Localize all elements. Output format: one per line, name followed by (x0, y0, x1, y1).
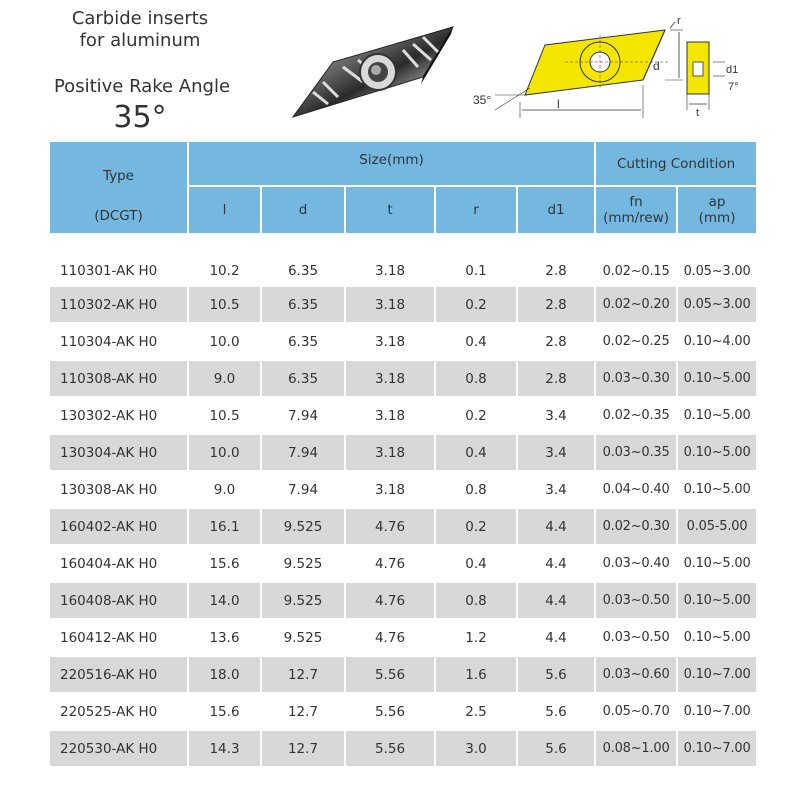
cell-type: 220530-AK H0 (50, 731, 189, 768)
cell-d1: 3.4 (518, 435, 596, 472)
cell-t: 4.76 (346, 546, 436, 583)
cell-d1: 3.4 (518, 472, 596, 509)
label-l: l (557, 97, 560, 111)
cell-t: 5.56 (346, 731, 436, 768)
cell-d1: 5.6 (518, 657, 596, 694)
cell-d: 9.525 (262, 546, 346, 583)
insert-diagram (465, 10, 765, 120)
cell-ap: 0.10~5.00 (678, 546, 758, 583)
label-35deg: 35° (473, 93, 492, 107)
cell-l: 14.3 (189, 731, 262, 768)
label-d1: d1 (726, 64, 739, 76)
cell-r: 1.2 (436, 620, 518, 657)
cell-ap: 0.10~5.00 (678, 361, 758, 398)
cell-d1: 5.6 (518, 731, 596, 768)
table-row (50, 435, 758, 472)
table-row (50, 324, 758, 361)
title-line-2: for aluminum (79, 30, 201, 51)
cell-fn: 0.02~0.20 (596, 287, 678, 324)
label-d: d (653, 59, 660, 73)
cell-type: 130302-AK H0 (50, 398, 189, 435)
rake-angle-value: 35° (113, 100, 167, 135)
cell-r: 0.4 (436, 435, 518, 472)
cell-ap: 0.10~5.00 (678, 583, 758, 620)
cell-d: 6.35 (262, 361, 346, 398)
cell-r: 0.2 (436, 398, 518, 435)
cell-t: 4.76 (346, 620, 436, 657)
cell-fn: 0.04~0.40 (596, 472, 678, 509)
cell-l: 10.0 (189, 324, 262, 361)
cell-d1: 4.4 (518, 583, 596, 620)
table-row (50, 509, 758, 546)
cell-r: 0.8 (436, 472, 518, 509)
cell-fn: 0.02~0.30 (596, 509, 678, 546)
cell-d: 6.35 (262, 324, 346, 361)
cell-d: 9.525 (262, 583, 346, 620)
cell-fn: 0.03~0.40 (596, 546, 678, 583)
cell-t: 3.18 (346, 324, 436, 361)
cell-type: 110301-AK H0 (50, 235, 189, 287)
cell-t: 4.76 (346, 509, 436, 546)
cell-r: 0.1 (436, 235, 518, 287)
specs-table (50, 142, 758, 768)
cell-type: 130304-AK H0 (50, 435, 189, 472)
cell-d: 12.7 (262, 657, 346, 694)
table-row (50, 731, 758, 768)
cell-type: 110302-AK H0 (50, 287, 189, 324)
table-row (50, 398, 758, 435)
cell-l: 10.5 (189, 398, 262, 435)
cell-d: 7.94 (262, 435, 346, 472)
cell-d1: 4.4 (518, 620, 596, 657)
cell-l: 10.2 (189, 235, 262, 287)
cell-fn: 0.02~0.35 (596, 398, 678, 435)
table-row (50, 472, 758, 509)
cell-fn: 0.02~0.15 (596, 235, 678, 287)
col-header-fn: fn (mm/rew) (596, 187, 678, 235)
cell-d1: 2.8 (518, 324, 596, 361)
title (40, 8, 240, 52)
col-header-r: r (436, 187, 518, 235)
label-7deg: 7° (728, 81, 739, 93)
cell-r: 0.2 (436, 287, 518, 324)
cell-fn: 0.08~1.00 (596, 731, 678, 768)
cell-l: 13.6 (189, 620, 262, 657)
cell-d1: 2.8 (518, 361, 596, 398)
cell-d1: 4.4 (518, 546, 596, 583)
table-row (50, 583, 758, 620)
rake-angle-label: Positive Rake Angle (53, 76, 231, 97)
col-group-size: Size(mm) (189, 142, 596, 187)
cell-fn: 0.03~0.30 (596, 361, 678, 398)
cell-ap: 0.10~7.00 (678, 731, 758, 768)
cell-l: 16.1 (189, 509, 262, 546)
cell-d: 6.35 (262, 235, 346, 287)
cell-fn: 0.03~0.50 (596, 583, 678, 620)
cell-r: 0.8 (436, 361, 518, 398)
cell-d1: 2.8 (518, 235, 596, 287)
table-row (50, 235, 758, 287)
cell-d1: 4.4 (518, 509, 596, 546)
table-row (50, 694, 758, 731)
col-header-l: l (189, 187, 262, 235)
cell-r: 0.2 (436, 509, 518, 546)
cell-d: 9.525 (262, 620, 346, 657)
cell-ap: 0.05~3.00 (678, 287, 758, 324)
cell-t: 4.76 (346, 583, 436, 620)
cell-r: 0.4 (436, 546, 518, 583)
table-row (50, 546, 758, 583)
cell-r: 0.8 (436, 583, 518, 620)
cell-type: 220525-AK H0 (50, 694, 189, 731)
cell-type: 130308-AK H0 (50, 472, 189, 509)
cell-d1: 3.4 (518, 398, 596, 435)
cell-d: 12.7 (262, 694, 346, 731)
cell-t: 3.18 (346, 235, 436, 287)
cell-t: 3.18 (346, 472, 436, 509)
col-header-t: t (346, 187, 436, 235)
cell-l: 15.6 (189, 546, 262, 583)
cell-fn: 0.03~0.60 (596, 657, 678, 694)
cell-ap: 0.05~3.00 (678, 235, 758, 287)
col-header-d1: d1 (518, 187, 596, 235)
cell-d: 9.525 (262, 509, 346, 546)
cell-type: 160402-AK H0 (50, 509, 189, 546)
insert-photo-image (283, 22, 463, 127)
cell-t: 3.18 (346, 398, 436, 435)
cell-l: 15.6 (189, 694, 262, 731)
table-row (50, 287, 758, 324)
cell-t: 3.18 (346, 361, 436, 398)
cell-r: 2.5 (436, 694, 518, 731)
cell-type: 160404-AK H0 (50, 546, 189, 583)
cell-t: 3.18 (346, 287, 436, 324)
cell-d: 12.7 (262, 731, 346, 768)
cell-ap: 0.10~4.00 (678, 324, 758, 361)
cell-type: 110308-AK H0 (50, 361, 189, 398)
table-row (50, 361, 758, 398)
table-row (50, 620, 758, 657)
cell-d1: 5.6 (518, 694, 596, 731)
cell-ap: 0.10~5.00 (678, 435, 758, 472)
cell-l: 14.0 (189, 583, 262, 620)
cell-l: 9.0 (189, 361, 262, 398)
cell-ap: 0.10~7.00 (678, 694, 758, 731)
cell-ap: 0.10~5.00 (678, 620, 758, 657)
cell-ap: 0.10~7.00 (678, 657, 758, 694)
cell-l: 10.5 (189, 287, 262, 324)
cell-r: 1.6 (436, 657, 518, 694)
cell-d: 6.35 (262, 287, 346, 324)
cell-fn: 0.05~0.70 (596, 694, 678, 731)
cell-d1: 2.8 (518, 287, 596, 324)
col-header-type: Type (DCGT) (50, 142, 189, 235)
cell-t: 5.56 (346, 694, 436, 731)
cell-type: 110304-AK H0 (50, 324, 189, 361)
cell-ap: 0.10~5.00 (678, 472, 758, 509)
cell-l: 10.0 (189, 435, 262, 472)
cell-r: 0.4 (436, 324, 518, 361)
label-r: r (677, 15, 681, 27)
cell-fn: 0.03~0.50 (596, 620, 678, 657)
cell-d: 7.94 (262, 398, 346, 435)
table-row (50, 657, 758, 694)
cell-l: 18.0 (189, 657, 262, 694)
label-t: t (696, 107, 700, 119)
col-header-ap: ap (mm) (678, 187, 758, 235)
cell-fn: 0.02~0.25 (596, 324, 678, 361)
cell-ap: 0.10~5.00 (678, 398, 758, 435)
cell-type: 160412-AK H0 (50, 620, 189, 657)
cell-fn: 0.03~0.35 (596, 435, 678, 472)
cell-type: 160408-AK H0 (50, 583, 189, 620)
col-header-d: d (262, 187, 346, 235)
cell-l: 9.0 (189, 472, 262, 509)
cell-r: 3.0 (436, 731, 518, 768)
cell-t: 5.56 (346, 657, 436, 694)
cell-ap: 0.05-5.00 (678, 509, 758, 546)
cell-d: 7.94 (262, 472, 346, 509)
col-group-cutting: Cutting Condition (596, 142, 758, 187)
title-line-1: Carbide inserts (71, 8, 209, 29)
cell-t: 3.18 (346, 435, 436, 472)
cell-type: 220516-AK H0 (50, 657, 189, 694)
